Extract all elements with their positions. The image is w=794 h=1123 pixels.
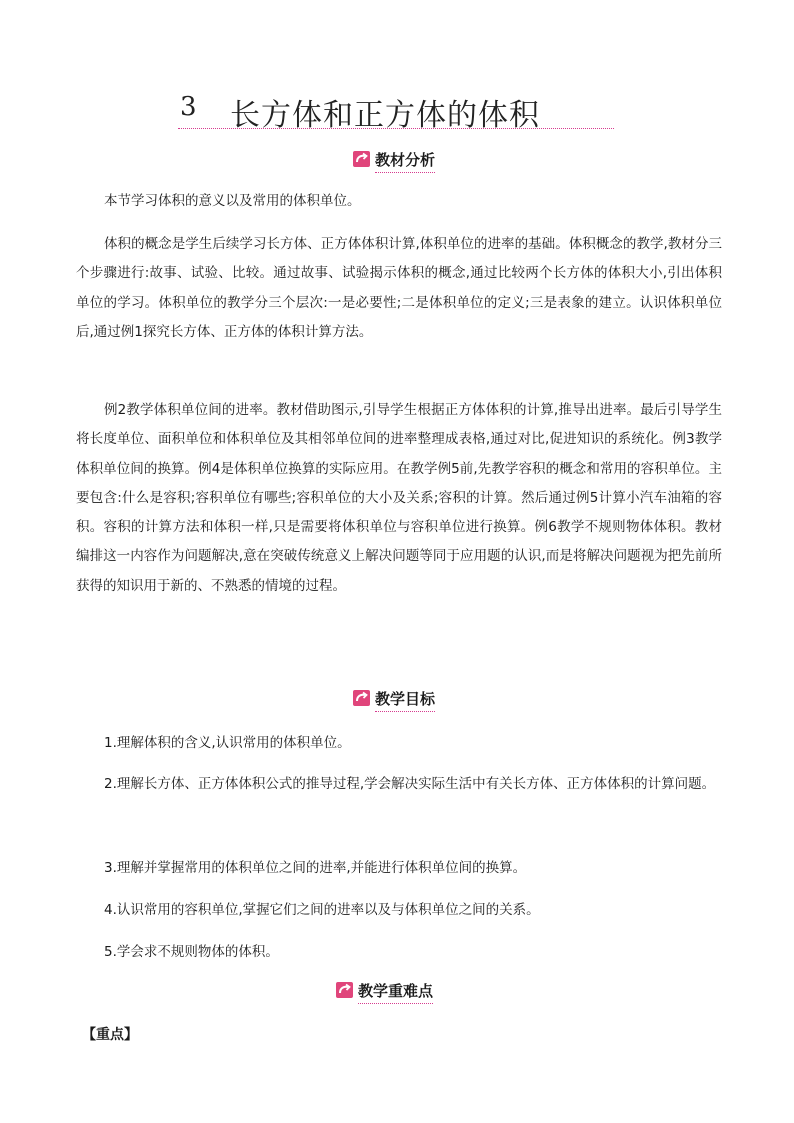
chapter-number: 3: [180, 92, 197, 122]
section-heading-label: 教学目标: [375, 688, 435, 712]
paragraph: 体积的概念是学生后续学习长方体、正方体体积计算,体积单位的进率的基础。体积概念的教学,教材分三个步骤进行:故事、试验、比较。通过故事、试验揭示体积的概念,通过比较两个长方体的体积大小,引出体积单位的学习。体积单位的教学分三个层次:一是必要性;二是体积单位的定义;三是表象的建立。认识体积单位后,通过例1探究长方体、正方体的体积计算方法。: [76, 236, 722, 340]
key-points-label: 【重点】: [82, 1027, 138, 1043]
paragraph: 本节学习体积的意义以及常用的体积单位。: [104, 193, 361, 209]
section-heading-analysis: [353, 149, 443, 171]
goal-item: 4.认识常用的容积单位,掌握它们之间的进率以及与体积单位之间的关系。: [104, 902, 540, 918]
arrow-curve-icon: [353, 151, 370, 167]
arrow-curve-icon: [336, 982, 353, 998]
page-title: [178, 92, 614, 133]
goal-item: 3.理解并掌握常用的体积单位之间的进率,并能进行体积单位间的换算。: [104, 860, 527, 876]
goal-item: 5.学会求不规则物体的体积。: [104, 944, 279, 960]
section-heading-keypoints: [336, 980, 456, 1002]
goal-item: 2.理解长方体、正方体体积公式的推导过程,学会解决实际生活中有关长方体、正方体体积的计算问题。: [104, 776, 716, 792]
chapter-title: 长方体和正方体的体积: [230, 98, 540, 133]
goal-item: 1.理解体积的含义,认识常用的体积单位。: [104, 735, 351, 751]
arrow-curve-icon: [353, 690, 370, 706]
section-heading-goals: [353, 688, 443, 710]
section-heading-label: 教学重难点: [358, 980, 433, 1004]
section-heading-label: 教材分析: [375, 149, 435, 173]
paragraph: 例2教学体积单位间的进率。教材借助图示,引导学生根据正方体体积的计算,推导出进率。最后引导学生将长度单位、面积单位和体积单位及其相邻单位间的进率整理成表格,通过对比,促进知识的系统化。例3教学体积单位间的换算。例4是体积单位换算的实际应用。在教学例5前,先教学容积的概念和常用的容积单位。主要包含:什么是容积;容积单位有哪些;容积单位的大小及关系;容积的计算。然后通过例5计算小汽车油箱的容积。容积的计算方法和体积一样,只是需要将体积单位与容积单位进行换算。例6教学不规则物体体积。教材编排这一内容作为问题解决,意在突破传统意义上解决问题等同于应用题的认识,而是将解决问题视为把先前所获得的知识用于新的、不熟悉的情境的过程。: [76, 402, 722, 594]
